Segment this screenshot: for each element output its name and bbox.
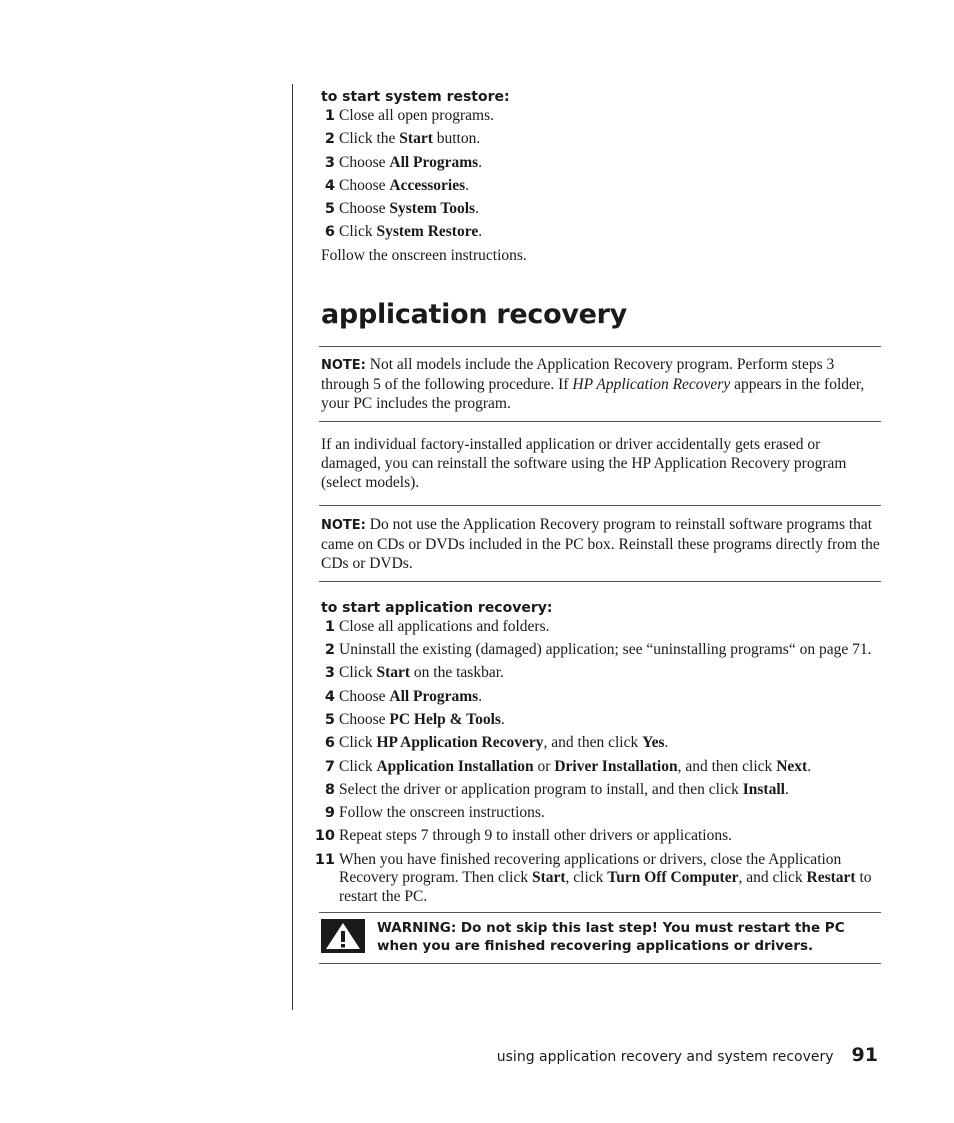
step-number: 1 — [324, 618, 335, 635]
text-run: Choose — [339, 153, 390, 171]
page-number: 91 — [851, 1044, 878, 1066]
step-item — [321, 154, 881, 173]
bold-term: Accessories — [389, 176, 466, 194]
text-run: When you have finished recovering applications or drivers, close the Application Recovery program. Then click — [339, 850, 842, 887]
text-run: Follow the onscreen instructions. — [339, 804, 545, 822]
text-run: on the taskbar. — [410, 664, 504, 682]
text-run: or — [533, 757, 555, 775]
text-run: button. — [432, 130, 481, 148]
step-item — [321, 641, 881, 660]
restore-steps-list — [321, 107, 881, 242]
step-number: 8 — [324, 781, 335, 798]
bold-term: System Restore — [376, 223, 479, 241]
text-run: . — [664, 734, 669, 752]
step-number: 3 — [324, 665, 335, 682]
text-run: Close all open programs. — [339, 107, 494, 124]
step-number: 6 — [324, 735, 335, 752]
step-number: 7 — [324, 758, 335, 775]
margin-rule — [292, 84, 293, 1010]
bold-term: Start — [376, 664, 411, 682]
bold-term: All Programs — [389, 687, 479, 705]
restore-followup: Follow the onscreen instructions. — [321, 246, 527, 264]
text-run: Not all models include the Application Recovery program. Perform steps 3 through 5 of the following procedure. If — [321, 355, 835, 393]
text-run: . — [807, 757, 812, 775]
warning-text: WARNING: Do not skip this last step! You must restart the PC when you are finished recovering applications or drivers. — [377, 920, 845, 955]
text-run: , and then click — [543, 734, 643, 752]
text-run: . — [475, 200, 479, 218]
bold-term: Yes — [642, 734, 665, 752]
text-run: . — [500, 710, 505, 728]
note-1-label: NOTE: — [321, 357, 366, 373]
text-run: . — [784, 780, 789, 798]
step-item — [321, 177, 881, 196]
warning-box — [319, 912, 881, 964]
bold-term: Restart — [806, 869, 856, 887]
bold-term: PC Help & Tools — [389, 710, 501, 728]
note-box-1 — [319, 346, 881, 422]
step-number: 2 — [324, 642, 335, 659]
step-item — [321, 781, 881, 800]
section-title: application recovery — [321, 298, 627, 330]
page-footer — [497, 1044, 878, 1066]
step-item — [321, 688, 881, 707]
text-run: Click — [339, 734, 377, 752]
restore-procedure-title: to start system restore: — [321, 89, 510, 105]
step-number: 10 — [314, 828, 335, 845]
intro-paragraph: If an individual factory-installed application or driver accidentally gets erased or damaged, you can reinstall the software using the HP Application Recovery program (select models). — [321, 435, 847, 491]
warning-triangle-icon — [321, 919, 365, 953]
step-number: 5 — [324, 711, 335, 728]
step-number: 11 — [314, 851, 335, 868]
text-run: Click — [339, 757, 377, 775]
bold-term: HP Application Recovery — [376, 734, 544, 752]
step-item — [321, 804, 881, 823]
bold-term: All Programs — [389, 153, 479, 171]
text-run: Choose — [339, 710, 390, 728]
text-run: to restart the PC. — [339, 869, 872, 905]
step-item — [321, 618, 881, 637]
note-1-text — [321, 355, 881, 413]
italic-term: HP Application Recovery — [572, 375, 731, 393]
step-item — [321, 711, 881, 730]
app-steps-list — [314, 617, 881, 906]
text-run: Repeat steps 7 through 9 to install other drivers or applications. — [339, 827, 733, 845]
text-run: , and click — [738, 869, 807, 887]
bold-term: Next — [776, 757, 808, 775]
note-2-label: NOTE: — [321, 517, 366, 533]
bold-term: Start — [531, 869, 566, 887]
footer-chapter-title: using application recovery and system recovery — [496, 1049, 834, 1065]
step-item — [321, 758, 881, 777]
text-run: Do not use the Application Recovery program to reinstall software programs that came on CDs or DVDs included in the PC box. Reinstall these programs directly from the CDs or DVDs. — [321, 515, 880, 572]
step-number: 2 — [324, 131, 335, 148]
text-run: Choose — [339, 200, 390, 218]
step-item — [321, 200, 881, 219]
step-number: 1 — [324, 108, 335, 124]
text-run: Choose — [339, 176, 390, 194]
bold-term: Install — [742, 780, 785, 798]
text-run: , and then click — [677, 757, 777, 775]
step-number: 5 — [324, 201, 335, 218]
text-run: Uninstall the existing (damaged) application; see “uninstalling programs“ on page 71. — [339, 641, 872, 659]
text-run: , click — [565, 869, 608, 887]
step-item — [314, 850, 881, 907]
text-run: . — [478, 153, 483, 171]
bold-term: Start — [399, 130, 433, 148]
text-run: . — [478, 223, 483, 241]
bold-term: Turn Off Computer — [607, 869, 739, 887]
text-run: . — [478, 687, 483, 705]
step-number: 4 — [324, 688, 335, 705]
text-run: Click — [339, 664, 377, 682]
bold-term: Application Installation — [376, 757, 534, 775]
note-2-text — [321, 515, 881, 573]
text-run: Close all applications and folders. — [339, 617, 550, 635]
step-number: 6 — [324, 224, 335, 241]
page-content — [314, 88, 881, 964]
text-run: Choose — [339, 687, 390, 705]
text-run: Click the — [339, 130, 400, 148]
step-number: 4 — [324, 177, 335, 194]
app-procedure-title: to start application recovery: — [321, 599, 553, 616]
step-item — [321, 107, 881, 126]
text-run: Select the driver or application program to install, and then click — [339, 780, 743, 798]
text-run: Click — [339, 223, 377, 241]
text-run: . — [465, 176, 469, 194]
bold-term: System Tools — [389, 200, 476, 218]
step-item — [321, 734, 881, 753]
note-box-2 — [319, 505, 881, 582]
step-item — [321, 223, 881, 242]
step-number: 3 — [324, 154, 335, 171]
text-run: appears in the folder, your PC includes the program. — [321, 375, 865, 412]
step-number: 9 — [324, 805, 335, 822]
bold-term: Driver Installation — [554, 757, 678, 775]
step-item — [321, 130, 881, 149]
step-item — [314, 827, 881, 846]
step-item — [321, 664, 881, 683]
